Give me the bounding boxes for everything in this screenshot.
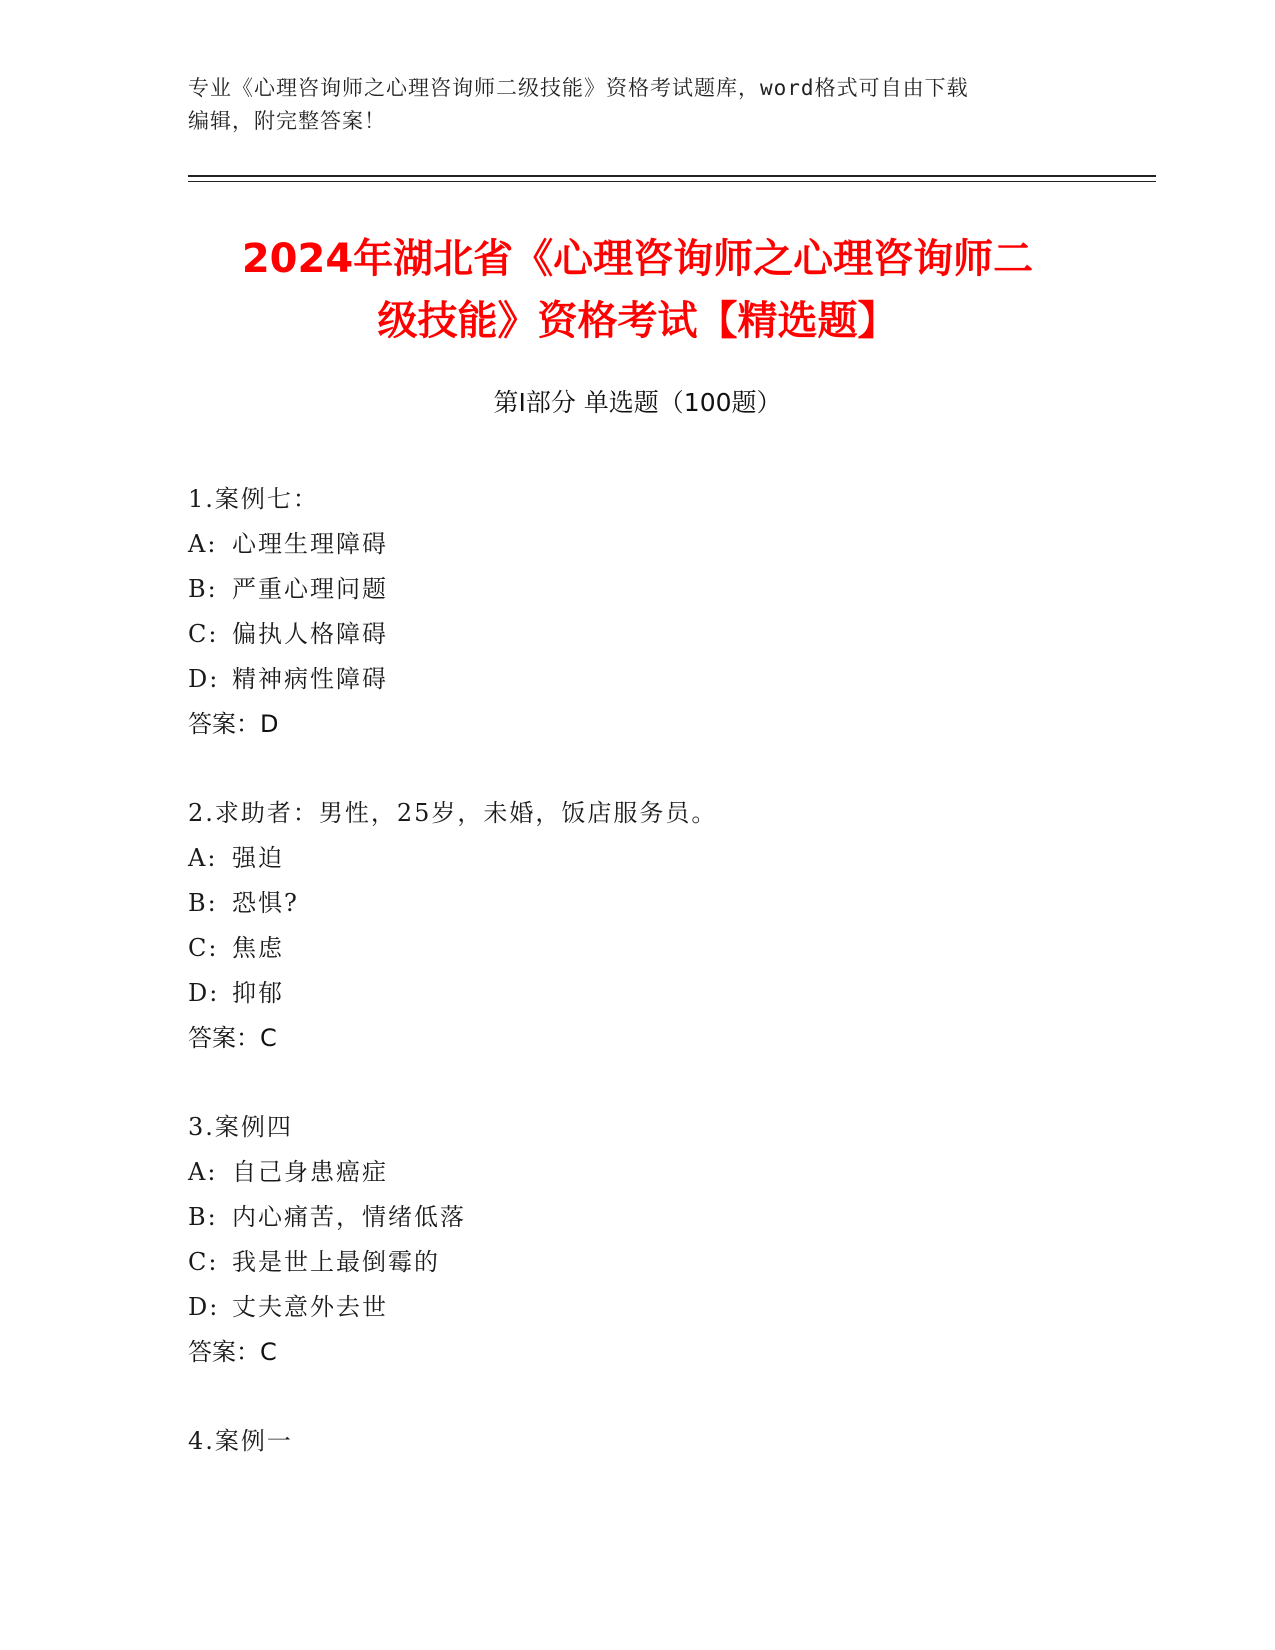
option-text: 精神病性障碍 xyxy=(232,665,388,693)
section-heading: 第I部分 单选题（100题） xyxy=(493,388,782,417)
option-c xyxy=(188,1240,1088,1285)
option-d xyxy=(188,657,1088,702)
option-key: B: xyxy=(188,575,218,603)
option-b xyxy=(188,1195,1088,1240)
answer-line: 答案：C xyxy=(188,1338,277,1366)
option-text: 抑郁 xyxy=(232,979,284,1007)
option-text: 强迫 xyxy=(232,844,284,872)
option-b xyxy=(188,881,1088,926)
answer-line: 答案：D xyxy=(188,710,279,738)
question-stem: 4.案例一 xyxy=(188,1427,293,1455)
option-c xyxy=(188,612,1088,657)
option-key: D: xyxy=(188,1293,220,1321)
question-stem: 2.求助者：男性，25岁，未婚，饭店服务员。 xyxy=(188,799,718,827)
question-stem: 1.案例七： xyxy=(188,485,319,513)
option-key: A: xyxy=(188,530,218,558)
option-key: D: xyxy=(188,665,220,693)
option-text: 自己身患癌症 xyxy=(232,1158,388,1186)
question-4 xyxy=(188,1419,1088,1464)
option-key: A: xyxy=(188,1158,218,1186)
option-key: C: xyxy=(188,934,219,962)
question-2 xyxy=(188,791,1088,1061)
option-text: 丈夫意外去世 xyxy=(232,1293,388,1321)
option-text: 我是世上最倒霉的 xyxy=(232,1248,440,1276)
option-key: D: xyxy=(188,979,220,1007)
header-divider-thin xyxy=(188,181,1156,182)
option-a xyxy=(188,1150,1088,1195)
option-d xyxy=(188,1285,1088,1330)
option-text: 偏执人格障碍 xyxy=(232,620,388,648)
option-key: A: xyxy=(188,844,218,872)
header-note-line-1: 专业《心理咨询师之心理咨询师二级技能》资格考试题库，word格式可自由下载 xyxy=(188,76,969,100)
document-title-line-2: 级技能》资格考试【精选题】 xyxy=(377,298,898,344)
option-c xyxy=(188,926,1088,971)
option-a xyxy=(188,836,1088,881)
question-1 xyxy=(188,477,1088,747)
option-key: C: xyxy=(188,620,219,648)
option-text: 内心痛苦，情绪低落 xyxy=(232,1203,466,1231)
answer-line: 答案：C xyxy=(188,1024,277,1052)
document-title-line-1: 2024年湖北省《心理咨询师之心理咨询师二 xyxy=(241,236,1034,282)
option-d xyxy=(188,971,1088,1016)
option-key: B: xyxy=(188,1203,218,1231)
header-divider-thick xyxy=(188,175,1156,177)
header-note-line-2: 编辑，附完整答案！ xyxy=(188,109,386,133)
option-text: 心理生理障碍 xyxy=(232,530,388,558)
header-note xyxy=(188,72,1068,138)
option-text: 严重心理问题 xyxy=(232,575,388,603)
question-list xyxy=(188,477,1088,1508)
option-text: 恐惧? xyxy=(232,889,299,917)
option-a xyxy=(188,522,1088,567)
option-text: 焦虑 xyxy=(232,934,284,962)
option-key: B: xyxy=(188,889,218,917)
option-key: C: xyxy=(188,1248,219,1276)
question-3 xyxy=(188,1105,1088,1375)
question-stem: 3.案例四 xyxy=(188,1113,293,1141)
option-b xyxy=(188,567,1088,612)
document-title xyxy=(150,228,1125,352)
